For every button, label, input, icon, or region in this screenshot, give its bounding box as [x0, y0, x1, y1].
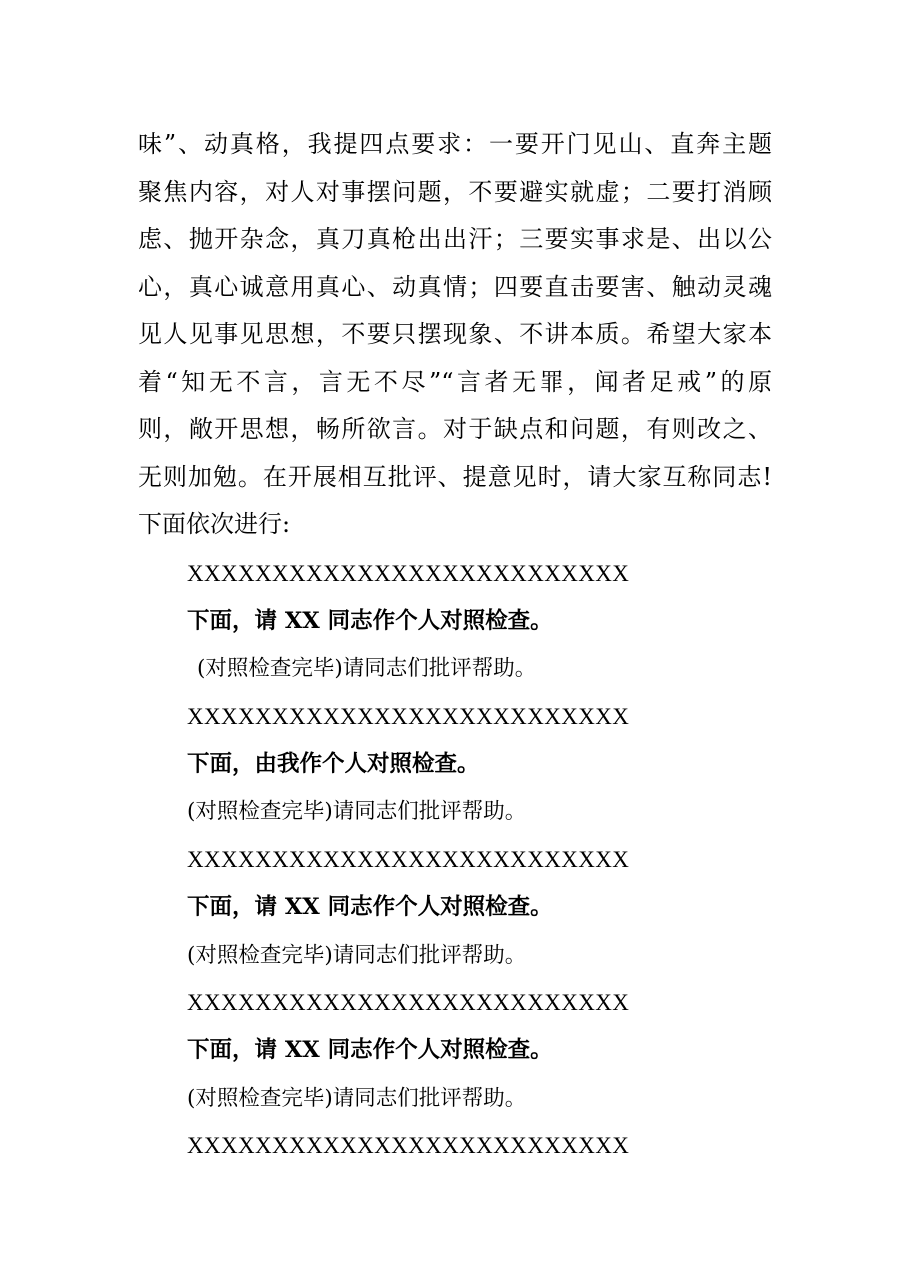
placeholder-separator: XXXXXXXXXXXXXXXXXXXXXXXXXX: [187, 704, 630, 730]
intro-line: 下面依次进行:: [138, 510, 291, 538]
intro-line: 聚焦内容，对人对事摆问题，不要避实就虚；二要打消顾: [138, 177, 772, 206]
completion-note: (对照检查完毕)请同志们批评帮助。: [187, 942, 527, 968]
review-sequence: [187, 550, 787, 1170]
speaker-call: 下面，请 XX 同志作个人对照检查。: [187, 1036, 553, 1063]
speaker-call: 下面，由我作个人对照检查。: [187, 750, 480, 777]
placeholder-separator: XXXXXXXXXXXXXXXXXXXXXXXXXX: [187, 847, 630, 873]
intro-line: 无则加勉。在开展相互批评、提意见时，请大家互称同志!: [138, 462, 772, 491]
intro-line: 见人见事见思想，不要只摆现象、不讲本质。希望大家本: [138, 320, 772, 348]
intro-line: 味”、动真格，我提四点要求：一要开门见山、直奔主题: [138, 130, 772, 158]
intro-line: 着“知无不言，言无不尽”“言者无罪，闻者足戒”的原: [138, 367, 772, 396]
intro-line: 则，敞开思想，畅所欲言。对于缺点和问题，有则改之、: [138, 415, 772, 443]
placeholder-separator: XXXXXXXXXXXXXXXXXXXXXXXXXX: [187, 990, 630, 1016]
completion-note: (对照检查完毕)请同志们批评帮助。: [197, 656, 537, 682]
speaker-call: 下面，请 XX 同志作个人对照检查。: [187, 607, 553, 634]
speaker-call: 下面，请 XX 同志作个人对照检查。: [187, 893, 553, 920]
placeholder-separator: XXXXXXXXXXXXXXXXXXXXXXXXXX: [187, 561, 630, 586]
completion-note: (对照检查完毕)请同志们批评帮助。: [187, 1085, 527, 1111]
placeholder-separator: XXXXXXXXXXXXXXXXXXXXXXXXXX: [187, 1133, 630, 1159]
intro-paragraph: [138, 121, 772, 549]
completion-note: (对照检查完毕)请同志们批评帮助。: [187, 799, 527, 825]
intro-line: 虑、抛开杂念，真刀真枪出出汗；三要实事求是、出以公: [138, 225, 772, 253]
intro-line: 心，真心诚意用真心、动真情；四要直击要害、触动灵魂: [138, 272, 772, 301]
